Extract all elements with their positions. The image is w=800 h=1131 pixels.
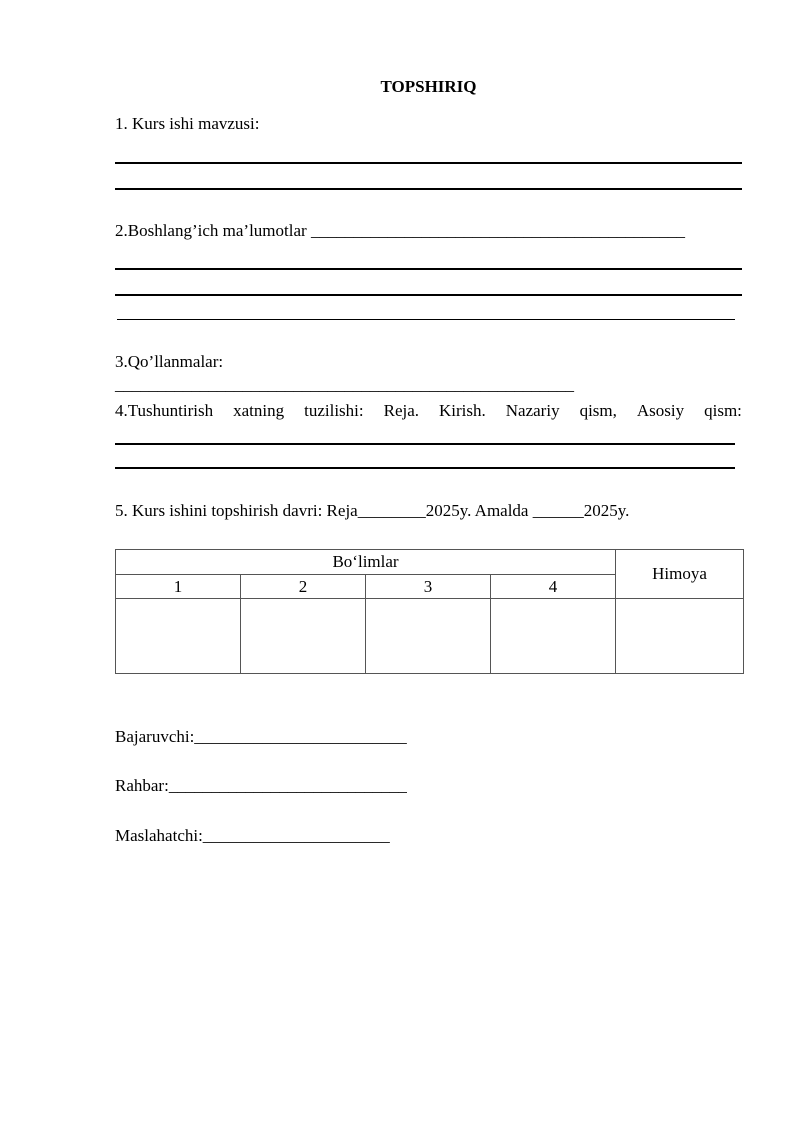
section-number: 2	[241, 575, 366, 599]
section-cell[interactable]	[366, 599, 491, 674]
structure-word: 4.Tushuntirish	[115, 401, 214, 420]
course-topic-label: 1. Kurs ishi mavzusi:	[115, 114, 260, 133]
sections-table	[115, 549, 744, 674]
section-number: 4	[491, 575, 616, 599]
section-number: 3	[366, 575, 491, 599]
structure-word: Nazariy	[505, 401, 560, 420]
page-title: TOPSHIRIQ	[380, 77, 477, 96]
executor-signature[interactable]: Bajaruvchi:_________________________	[115, 727, 407, 746]
sections-header: Bo‘limlar	[116, 550, 616, 575]
structure-word: tuzilishi:	[304, 401, 364, 420]
structure-word: Kirish.	[439, 401, 486, 420]
structure-line-2[interactable]	[115, 467, 735, 469]
section-number: 1	[116, 575, 241, 599]
structure-word: qism,	[579, 401, 617, 420]
course-topic-line-2[interactable]	[115, 188, 742, 190]
structure-word: qism:	[704, 401, 742, 420]
initial-data-line-2[interactable]	[115, 294, 742, 296]
defense-cell[interactable]	[616, 599, 744, 674]
submission-period: 5. Kurs ishini topshirish davri: Reja________2025y. Amalda ______2025y.	[115, 501, 630, 520]
initial-data-label: 2.Boshlang’ich ma’lumotlar	[115, 221, 307, 240]
course-topic-line-1[interactable]	[115, 162, 742, 164]
manuals-label: 3.Qo’llanmalar:	[115, 352, 224, 371]
initial-data-field	[115, 221, 685, 241]
consultant-signature[interactable]: Maslahatchi:______________________	[115, 826, 390, 845]
explanatory-note-structure	[115, 401, 742, 421]
section-cell[interactable]	[116, 599, 241, 674]
structure-line-1[interactable]	[115, 443, 735, 445]
structure-word: Asosiy	[636, 401, 685, 420]
initial-data-underline[interactable]: ____________________________________________	[310, 221, 685, 240]
defense-header: Himoya	[616, 550, 744, 599]
structure-word: xatning	[233, 401, 285, 420]
manuals-underline[interactable]: ______________________________________________________	[115, 375, 574, 394]
section-cell[interactable]	[241, 599, 366, 674]
structure-word: Reja.	[383, 401, 420, 420]
supervisor-signature[interactable]: Rahbar:____________________________	[115, 776, 407, 795]
section-cell[interactable]	[491, 599, 616, 674]
initial-data-line-3[interactable]	[117, 319, 735, 320]
initial-data-line-1[interactable]	[115, 268, 742, 270]
